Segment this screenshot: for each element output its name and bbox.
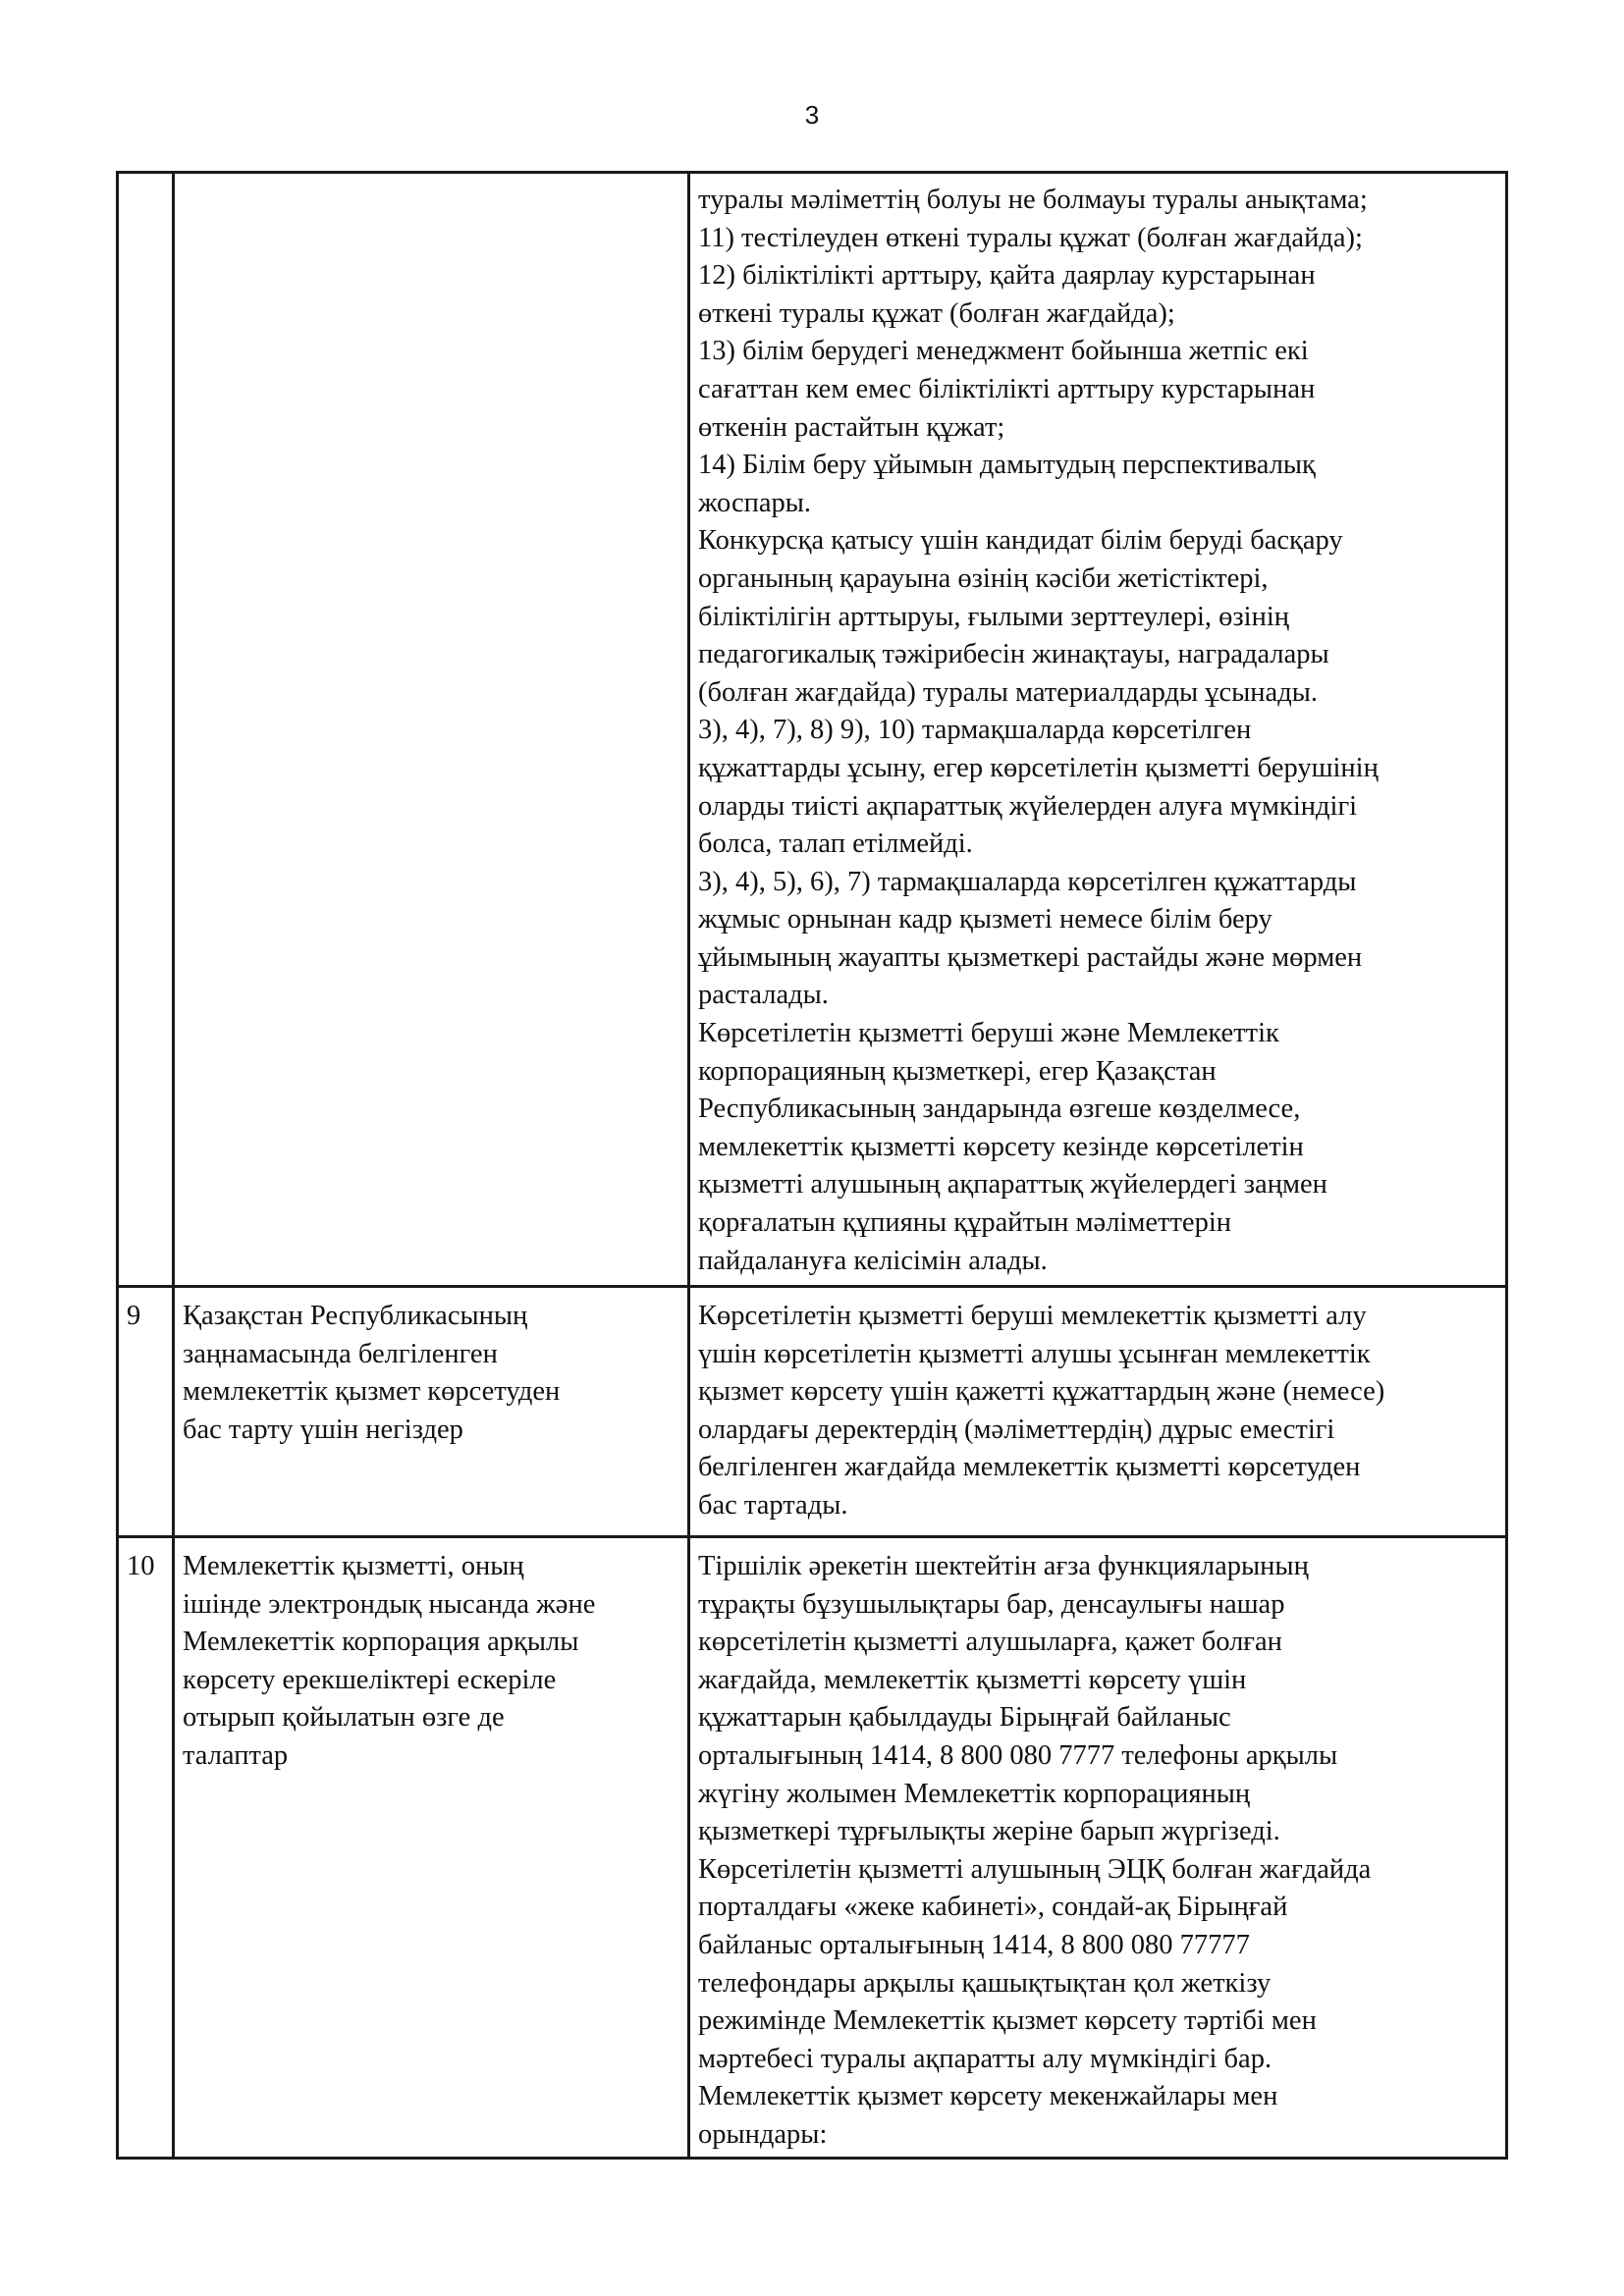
text-line: пайдалануға келісімін алады. [698, 1245, 1048, 1276]
table-row [118, 1287, 1507, 1537]
text-line: қызмет көрсету үшін қажетті құжаттардың және (немесе) [698, 1376, 1385, 1408]
text-line: Мемлекеттік қызметті, оның [183, 1551, 524, 1581]
text-line: оларды тиісті ақпараттық жүйелерден алуға мүмкіндігі [698, 790, 1358, 822]
text-line: Көрсетілетін қызметті беруші және Мемлекеттік [698, 1018, 1279, 1049]
text-line: қызметті алушының ақпараттық жүйелердегі заңмен [698, 1169, 1327, 1201]
table-row [118, 173, 1507, 1287]
text-line: Көрсетілетін қызметті алушының ЭЦҚ болған жағдайда [698, 1853, 1372, 1885]
text-line: үшін көрсетілетін қызметті алушы ұсынған мемлекеттік [698, 1338, 1371, 1369]
table-row [118, 1537, 1507, 2159]
text-line: жұмыс орнынан кадр қызметі немесе білім беру [698, 904, 1272, 935]
text-line: 3), 4), 7), 8) 9), 10) тармақшаларда көрсетілген [698, 715, 1252, 746]
text-line: корпорацияның қызметкері, егер Қазақстан [698, 1055, 1217, 1087]
text-line: режимінде Мемлекеттік қызмет көрсету тәртібі мен [698, 2005, 1317, 2037]
row-label-cell [174, 1287, 689, 1537]
text-line: 13) білім берудегі менеджмент бойынша жетпіс екі [698, 336, 1309, 367]
text-line: өткені туралы құжат (болған жағдайда); [698, 297, 1175, 329]
text-line: 11) тестілеуден өткені туралы құжат (болған жағдайда); [698, 222, 1363, 253]
text-line: порталдағы «жеке кабинеті», сондай-ақ Бірыңғай [698, 1892, 1288, 1923]
text-line: ұйымының жауапты қызметкері растайды және мөрмен [698, 941, 1363, 973]
page-number: 3 [804, 100, 820, 130]
text-line: Республикасының зандарында өзгеше көзделмесе, [698, 1094, 1301, 1125]
text-line: мемлекеттік қызмет көрсетуден [183, 1376, 561, 1408]
row-label-cell [174, 173, 689, 1287]
requirements-table [116, 171, 1508, 2160]
text-line: Мемлекеттік корпорация арқылы [183, 1627, 579, 1658]
text-line: көрсету ерекшеліктері ескеріле [183, 1664, 557, 1695]
text-line: өткенін растайтын құжат; [698, 411, 1005, 443]
text-line: тұрақты бұзушылықтары бар, денсаулығы нашар [698, 1588, 1285, 1620]
text-line: жағдайда, мемлекеттік қызметті көрсету үшін [698, 1664, 1247, 1695]
text-line: (болған жағдайда) туралы материалдарды ұсынады. [698, 676, 1318, 708]
row-number-cell: 10 [118, 1537, 174, 2159]
text-line: сағаттан кем емес біліктілікті арттыру курстарынан [698, 373, 1316, 404]
row-label-cell [174, 1537, 689, 2159]
text-line: 14) Білім беру ұйымын дамытудың перспективалық [698, 450, 1316, 481]
text-line: расталады. [698, 980, 829, 1011]
text-line: белгіленген жағдайда мемлекеттік қызметті көрсетуден [698, 1452, 1361, 1483]
text-line: жоспары. [698, 487, 812, 518]
text-line: туралы мәліметтің болуы не болмауы туралы анықтама; [698, 185, 1368, 215]
text-line: байланыс орталығының 1414, 8 800 080 77777 [698, 1929, 1250, 1960]
text-line: орындары: [698, 2118, 828, 2150]
text-line: біліктілігін арттыруы, ғылыми зерттеулері, өзінің [698, 601, 1290, 632]
text-line: құжаттарды ұсыну, егер көрсетілетін қызметті берушінің [698, 752, 1379, 783]
text-line: көрсетілетін қызметті алушыларға, қажет болған [698, 1627, 1282, 1658]
text-line: 3), 4), 5), 6), 7) тармақшаларда көрсетілген құжаттарды [698, 866, 1357, 897]
row-number-cell [118, 173, 174, 1287]
text-line: мәртебесі туралы ақпаратты алу мүмкіндігі бар. [698, 2043, 1272, 2074]
text-line: бас тарту үшін негіздер [183, 1414, 463, 1445]
text-line: ішінде электрондық нысанда және [183, 1588, 596, 1620]
text-line: болса, талап етілмейді. [698, 828, 973, 860]
text-line: орталығының 1414, 8 800 080 7777 телефоны арқылы [698, 1739, 1338, 1771]
row-content-cell [689, 173, 1507, 1287]
text-line: педагогикалық тәжірибесін жинақтауы, наградалары [698, 639, 1329, 670]
text-line: Тіршілік әрекетін шектейтін ағза функцияларының [698, 1551, 1309, 1581]
text-line: Көрсетілетін қызметті беруші мемлекеттік қызметті алу [698, 1301, 1367, 1331]
text-line: бас тартады. [698, 1489, 848, 1521]
text-line: мемлекеттік қызметті көрсету кезінде көрсетілетін [698, 1131, 1304, 1162]
text-line: олардағы деректердің (мәліметтердің) дұрыс еместігі [698, 1414, 1335, 1445]
text-line: Мемлекеттік қызмет көрсету мекенжайлары мен [698, 2081, 1278, 2112]
text-line: органының қарауына өзінің кәсіби жетістіктері, [698, 562, 1269, 594]
row-content-cell [689, 1287, 1507, 1537]
row-content-cell [689, 1537, 1507, 2159]
text-line: құжаттарын қабылдауды Бірыңғай байланыс [698, 1702, 1231, 1734]
text-line: телефондары арқылы қашықтықтан қол жеткізу [698, 1967, 1272, 1999]
text-line: қорғалатын құпияны құрайтын мәліметтерін [698, 1207, 1232, 1239]
text-line: отырып қойылатын өзге де [183, 1702, 505, 1734]
row-number-cell: 9 [118, 1287, 174, 1537]
text-line: талаптар [183, 1739, 289, 1771]
text-line: Конкурсқа қатысу үшін кандидат білім беруді басқару [698, 525, 1343, 557]
text-line: заңнамасында белгіленген [183, 1338, 498, 1369]
text-line: қызметкері тұрғылықты жеріне барып жүргізеді. [698, 1816, 1280, 1847]
text-line: 12) біліктілікті арттыру, қайта даярлау курстарынан [698, 260, 1316, 292]
text-line: Қазақстан Республикасының [183, 1301, 528, 1331]
text-line: жүгіну жолымен Мемлекеттік корпорацияның [698, 1778, 1251, 1809]
